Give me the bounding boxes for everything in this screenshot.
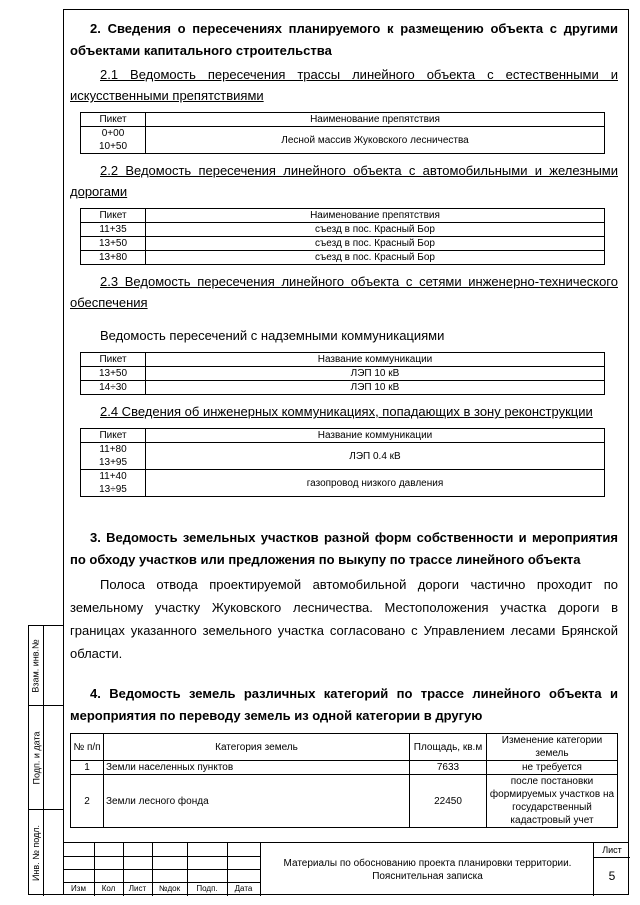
header-cell: Пикет <box>81 209 146 223</box>
tb-col-label: Лист <box>128 884 147 893</box>
picket-cell: 13+50 <box>81 237 146 251</box>
tb-col-label: №док <box>158 884 181 893</box>
header-cell: Пикет <box>81 113 146 127</box>
name-cell: съезд в пос. Красный Бор <box>146 223 605 237</box>
section2-3-caption: Ведомость пересечений с надземными коммуникациями <box>100 328 445 343</box>
picket-cell: 10+50 <box>98 141 128 152</box>
picket-cell: 13+95 <box>98 457 128 468</box>
sheet-box <box>593 843 630 896</box>
section2-3-title: 2.3 Ведомость пересечения линейного объекта с сетями инженерно-технического обеспечения <box>70 274 618 310</box>
table-row <box>81 381 605 395</box>
header-cell: Наименование препятствия <box>146 209 605 223</box>
table-header-row <box>81 353 605 367</box>
stamp-label-podp: Подп. и дата <box>31 731 42 785</box>
table-row <box>71 775 618 828</box>
picket-cell: 13+50 <box>81 367 146 381</box>
document-title <box>260 843 594 896</box>
category-cell: Земли лесного фонда <box>104 775 410 828</box>
picket-cell: 0+00 <box>101 128 125 139</box>
table-header-row <box>81 113 605 127</box>
table-row <box>71 761 618 775</box>
picket-cell: 13+80 <box>81 251 146 265</box>
section2-1-title: 2.1 Ведомость пересечения трассы линейного объекта с естественными и искусственными препятствиями <box>70 67 618 103</box>
section3-text: Полоса отвода проектируемой автомобильной дороги частично проходит по земельному участку Жуковского лесничества. Местоположения участка дороги в границах указанного земельного участка согласовано с Управлением лесами Брянской области. <box>70 577 618 661</box>
name-cell: съезд в пос. Красный Бор <box>146 251 605 265</box>
section2-2-title: 2.2 Ведомость пересечения линейного объекта с автомобильными и железными дорогами <box>70 163 618 199</box>
table-row <box>81 237 605 251</box>
table-row <box>81 251 605 265</box>
section2-title: 2. Сведения о пересечениях планируемого к размещению объекта с другими объектами капитального строительства <box>70 21 618 58</box>
picket-cell: 11+40 <box>99 471 127 482</box>
header-cell: Пикет <box>81 429 146 443</box>
picket-cell: 13÷95 <box>99 484 127 495</box>
tb-col-label: Подп. <box>196 884 218 893</box>
table-header-row <box>81 209 605 223</box>
picket-cell: 11+35 <box>81 223 146 237</box>
num-cell: 2 <box>71 775 104 828</box>
table-header-row <box>81 429 605 443</box>
tb-col-label: Кол <box>101 884 116 893</box>
area-cell: 7633 <box>410 761 487 775</box>
section3-title: 3. Ведомость земельных участков разной форм собственности и мероприятия по обходу участков или предложения по выкупу по трассе линейного объекта <box>70 530 618 567</box>
section2-4-title: 2.4 Сведения об инженерных коммуникациях, попадающих в зону реконструкции <box>100 404 593 419</box>
table-row <box>81 127 605 154</box>
header-cell: Площадь, кв.м <box>410 734 487 761</box>
header-cell: № п/п <box>71 734 104 761</box>
document-title-line1: Материалы по обоснованию проекта планировки территории. <box>283 857 572 869</box>
side-stamp <box>28 625 63 895</box>
tb-col-label: Изм <box>71 884 86 893</box>
category-cell: Земли населенных пунктов <box>104 761 410 775</box>
table-land-categories <box>70 733 618 828</box>
table-row <box>81 470 605 497</box>
sheet-number: 5 <box>608 869 616 883</box>
header-cell: Название коммуникации <box>146 353 605 367</box>
table-row <box>81 443 605 470</box>
name-cell: газопровод низкого давления <box>146 470 605 497</box>
table-reconstruction-utilities <box>80 428 605 497</box>
table-overhead-utilities <box>80 352 605 395</box>
header-cell: Наименование препятствия <box>146 113 605 127</box>
name-cell: ЛЭП 10 кВ <box>146 367 605 381</box>
header-cell: Пикет <box>81 353 146 367</box>
stamp-label-inv: Инв. № подл. <box>31 824 41 882</box>
table-row <box>81 223 605 237</box>
table-obstacles-natural <box>80 112 605 154</box>
table-row <box>81 367 605 381</box>
header-cell: Название коммуникации <box>146 429 605 443</box>
picket-cell: 11+80 <box>99 444 127 455</box>
tb-col-label: Дата <box>234 884 253 893</box>
sheet-label: Лист <box>594 843 630 858</box>
name-cell: съезд в пос. Красный Бор <box>146 237 605 251</box>
document-body <box>70 18 618 828</box>
name-cell: ЛЭП 10 кВ <box>146 381 605 395</box>
title-block <box>63 842 629 895</box>
name-cell: Лесной массив Жуковского лесничества <box>146 127 605 154</box>
header-cell: Категория земель <box>104 734 410 761</box>
num-cell: 1 <box>71 761 104 775</box>
picket-cell: 14÷30 <box>81 381 146 395</box>
header-cell: Изменение категории земель <box>487 734 618 761</box>
table-header-row <box>71 734 618 761</box>
change-cell: после постановки формируемых участков на государственный кадастровый учет <box>487 775 618 828</box>
stamp-label-vzam: Взам. инв.№ <box>31 639 42 693</box>
change-cell: не требуется <box>487 761 618 775</box>
name-cell: ЛЭП 0.4 кВ <box>146 443 605 470</box>
section4-title: 4. Ведомость земель различных категорий по трассе линейного объекта и мероприятия по переводу земель из одной категории в другую <box>70 686 618 723</box>
table-roads <box>80 208 605 265</box>
document-title-line2: Пояснительная записка <box>372 870 483 882</box>
area-cell: 22450 <box>410 775 487 828</box>
